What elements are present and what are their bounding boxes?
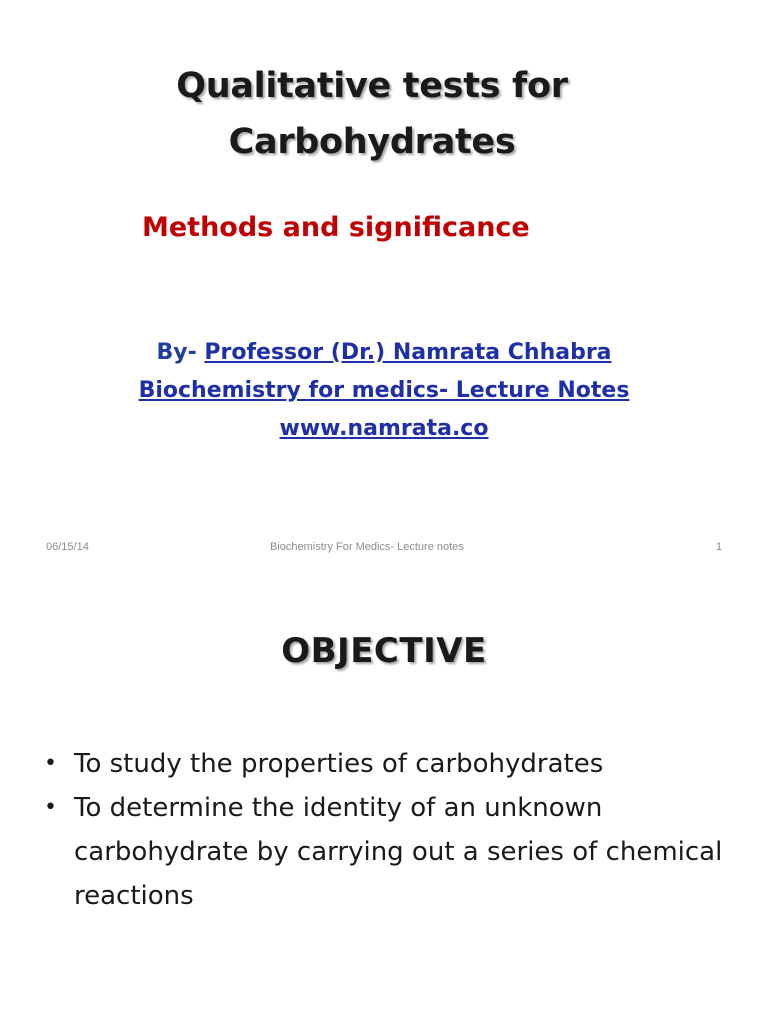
footer-page-number: 1 [716, 541, 723, 553]
list-item [42, 786, 742, 918]
by-prefix: By- [156, 340, 197, 365]
author-link[interactable]: Professor (Dr.) Namrata Chhabra [204, 340, 612, 365]
publication-link[interactable]: Biochemistry for medics- Lecture Notes [138, 378, 630, 403]
website-link[interactable]: www.namrata.co [279, 416, 489, 441]
bullet-text: To determine the identity of an unknown carbohydrate by carrying out a series of chemical reactions [74, 793, 723, 911]
slide-subtitle: Methods and significance [142, 212, 530, 243]
author-block [0, 334, 768, 448]
author-line [0, 334, 768, 372]
objective-title: OBJECTIVE [281, 631, 487, 671]
slide-title [0, 58, 744, 170]
slide-2 [0, 566, 768, 1024]
objective-list [42, 742, 742, 918]
bullet-icon: • [44, 795, 57, 820]
bullet-icon: • [44, 751, 57, 776]
bullet-text: To study the properties of carbohydrates [74, 749, 604, 779]
title-line-1: Qualitative tests for [176, 66, 568, 106]
footer-title: Biochemistry For Medics- Lecture notes [270, 541, 464, 553]
footer-date: 06/15/14 [46, 541, 89, 553]
title-line-2: Carbohydrates [228, 122, 516, 162]
list-item [42, 742, 742, 786]
